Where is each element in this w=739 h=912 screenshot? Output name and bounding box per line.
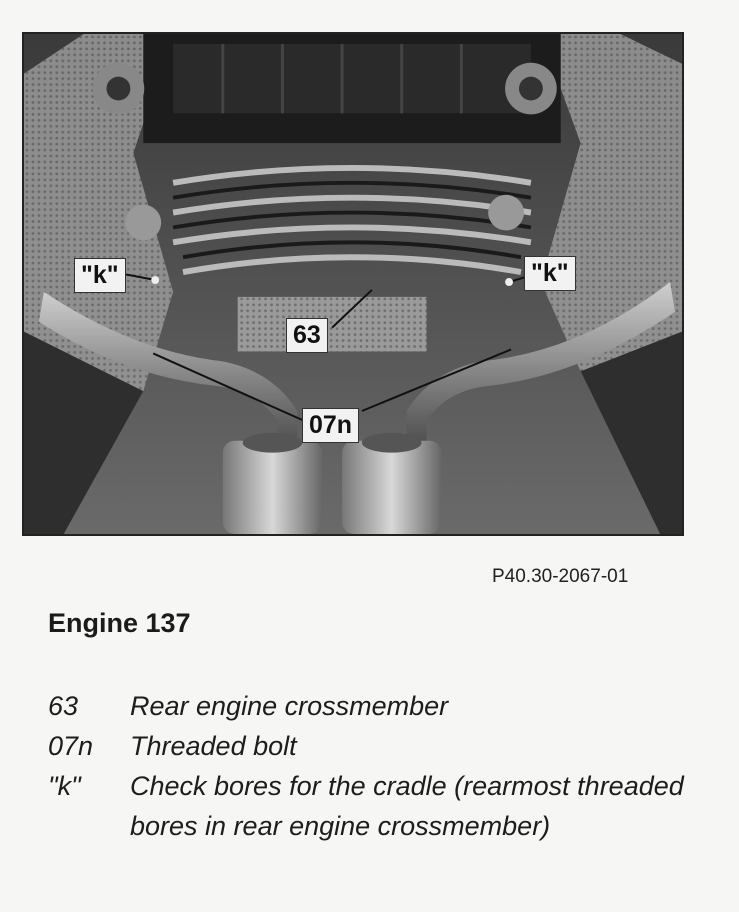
page-heading: Engine 137 [48, 608, 191, 638]
legend-text: Threaded bolt [130, 731, 297, 761]
legend-text: Check bores for the cradle (rearmost threaded bores in rear engine crossmember) [130, 771, 684, 841]
legend-item [48, 726, 708, 766]
callout-63: 63 [286, 318, 328, 353]
legend-list [48, 686, 708, 846]
legend-key: 07n [48, 731, 94, 761]
engine-underside-photo [22, 32, 684, 536]
legend-key: 63 [48, 691, 79, 721]
callout-k-right: "k" [524, 256, 576, 291]
legend-key: "k" [48, 771, 81, 801]
legend-text: Rear engine crossmember [130, 691, 449, 721]
legend-item [48, 766, 708, 846]
callout-k-left: "k" [74, 258, 126, 293]
callout-07n: 07n [302, 408, 359, 443]
legend-item [48, 686, 708, 726]
figure-reference: P40.30-2067-01 [492, 566, 629, 587]
